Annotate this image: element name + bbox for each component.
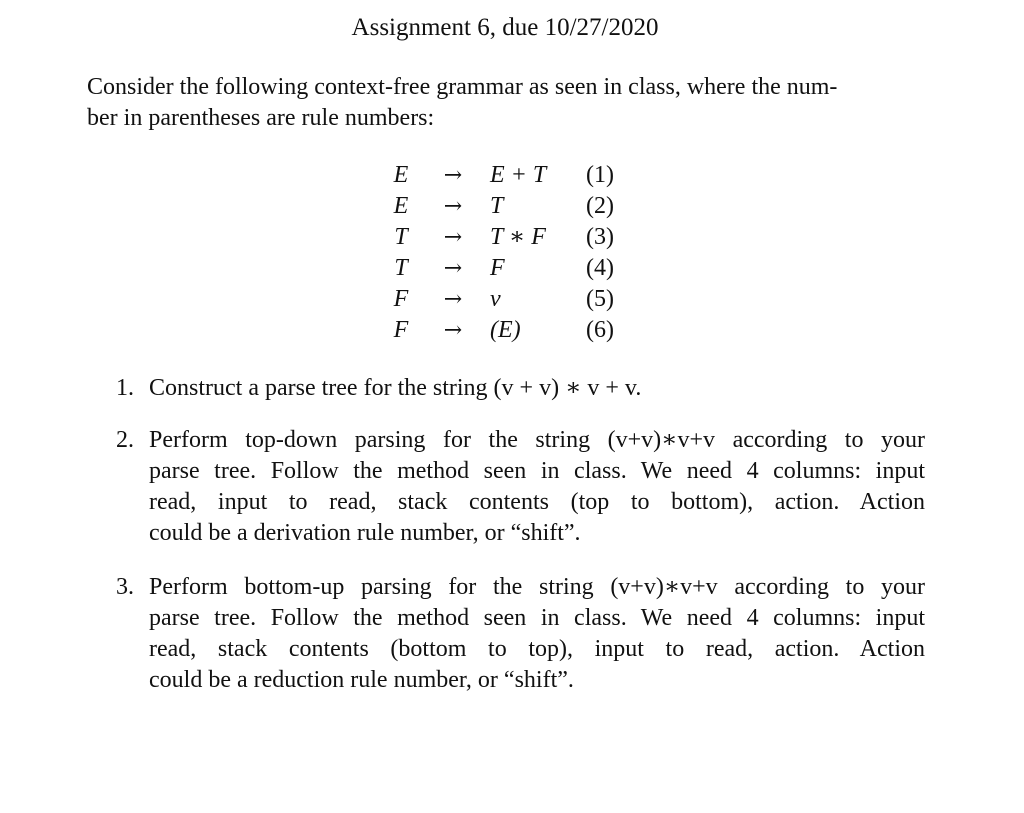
rule-number: (5) (586, 286, 614, 312)
rule-lhs: F (393, 286, 409, 312)
question-line: could be a derivation rule number, or “shift”. (149, 520, 581, 546)
arrow-icon: → (443, 225, 463, 250)
question-number: 1. (116, 375, 134, 401)
rule-number: (4) (586, 255, 614, 281)
rule-rhs: (E) (490, 317, 521, 343)
rule-rhs: F (490, 255, 505, 281)
question-line: read, stack contents (bottom to top), input to read, action. Action (149, 636, 925, 662)
rule-lhs: E (393, 193, 409, 219)
grammar-rule (380, 160, 636, 191)
question-line: Perform bottom-up parsing for the string (v+v)∗v+v according to your (149, 574, 925, 600)
arrow-icon: → (443, 287, 463, 312)
question-number: 3. (116, 574, 134, 600)
question-line: could be a reduction rule number, or “shift”. (149, 667, 574, 693)
intro-line: ber in parentheses are rule numbers: (87, 105, 435, 131)
arrow-icon: → (443, 318, 463, 343)
arrow-icon: → (443, 163, 463, 188)
question-text (149, 425, 925, 549)
rule-lhs: T (394, 255, 408, 281)
arrow-icon: → (443, 194, 463, 219)
grammar-rule (380, 284, 636, 315)
rule-lhs: E (393, 162, 409, 188)
grammar-rule (380, 315, 636, 346)
rule-number: (3) (586, 224, 614, 250)
question-number: 2. (116, 427, 134, 453)
question-line: read, input to read, stack contents (top to bottom), action. Action (149, 489, 925, 515)
grammar-rule (380, 222, 636, 253)
rule-rhs: T (490, 193, 504, 219)
question-line: Construct a parse tree for the string (v + v) ∗ v + v. (149, 375, 642, 401)
question-line: parse tree. Follow the method seen in class. We need 4 columns: input (149, 458, 925, 484)
question-text (149, 373, 925, 404)
arrow-icon: → (443, 256, 463, 281)
rule-lhs: T (394, 224, 408, 250)
rule-rhs: T ∗ F (490, 224, 546, 250)
question-text (149, 572, 925, 696)
rule-rhs: E + T (490, 162, 547, 188)
grammar-rule (380, 253, 636, 284)
rule-rhs: v (490, 286, 501, 312)
rule-number: (6) (586, 317, 614, 343)
grammar-rule (380, 191, 636, 222)
question-line: parse tree. Follow the method seen in class. We need 4 columns: input (149, 605, 925, 631)
page-title: Assignment 6, due 10/27/2020 (351, 14, 659, 41)
intro-paragraph (87, 72, 925, 134)
intro-line: Consider the following context-free grammar as seen in class, where the num- (87, 74, 838, 100)
rule-number: (1) (586, 162, 614, 188)
grammar-rules-table (380, 160, 636, 346)
rule-number: (2) (586, 193, 614, 219)
rule-lhs: F (393, 317, 409, 343)
question-line: Perform top-down parsing for the string (v+v)∗v+v according to your (149, 427, 925, 453)
